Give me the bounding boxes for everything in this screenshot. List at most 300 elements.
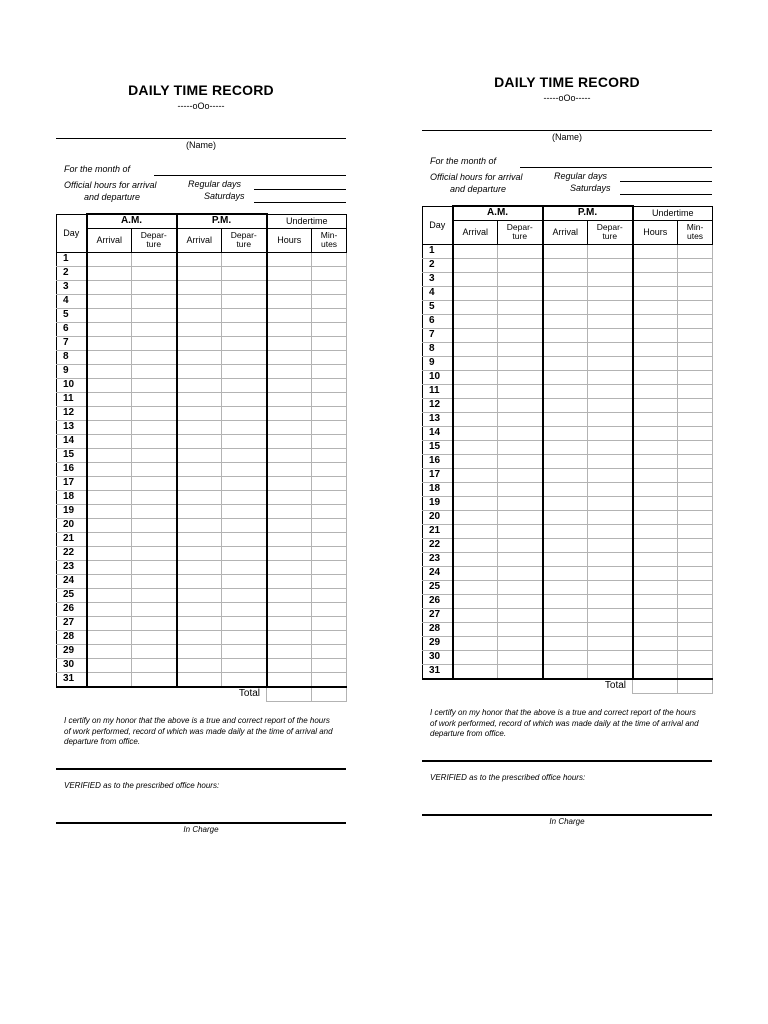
undertime-hours-cell[interactable] — [267, 294, 312, 308]
undertime-minutes-cell[interactable] — [312, 294, 347, 308]
pm-departure-cell[interactable] — [588, 636, 633, 650]
undertime-hours-cell[interactable] — [633, 398, 678, 412]
am-arrival-cell[interactable] — [453, 412, 498, 426]
pm-arrival-cell[interactable] — [177, 364, 222, 378]
am-arrival-cell[interactable] — [453, 356, 498, 370]
pm-departure-cell[interactable] — [588, 272, 633, 286]
am-departure-cell[interactable] — [132, 266, 177, 280]
am-arrival-cell[interactable] — [453, 342, 498, 356]
pm-arrival-cell[interactable] — [543, 510, 588, 524]
pm-arrival-cell[interactable] — [543, 664, 588, 679]
undertime-hours-cell[interactable] — [267, 630, 312, 644]
am-arrival-cell[interactable] — [87, 252, 132, 266]
pm-departure-cell[interactable] — [588, 398, 633, 412]
am-arrival-cell[interactable] — [453, 300, 498, 314]
pm-departure-cell[interactable] — [222, 280, 267, 294]
undertime-hours-cell[interactable] — [267, 490, 312, 504]
am-departure-cell[interactable] — [132, 616, 177, 630]
am-arrival-cell[interactable] — [87, 266, 132, 280]
pm-departure-cell[interactable] — [588, 594, 633, 608]
undertime-minutes-cell[interactable] — [312, 560, 347, 574]
undertime-minutes-cell[interactable] — [678, 636, 713, 650]
undertime-hours-cell[interactable] — [267, 336, 312, 350]
undertime-minutes-cell[interactable] — [312, 546, 347, 560]
am-arrival-cell[interactable] — [453, 314, 498, 328]
undertime-minutes-cell[interactable] — [312, 490, 347, 504]
undertime-minutes-cell[interactable] — [312, 532, 347, 546]
undertime-hours-cell[interactable] — [267, 504, 312, 518]
pm-departure-cell[interactable] — [222, 434, 267, 448]
pm-departure-cell[interactable] — [588, 370, 633, 384]
am-departure-cell[interactable] — [132, 392, 177, 406]
am-arrival-cell[interactable] — [87, 462, 132, 476]
am-departure-cell[interactable] — [498, 454, 543, 468]
undertime-minutes-cell[interactable] — [678, 552, 713, 566]
pm-departure-cell[interactable] — [222, 490, 267, 504]
pm-arrival-cell[interactable] — [543, 328, 588, 342]
undertime-minutes-cell[interactable] — [678, 314, 713, 328]
am-arrival-cell[interactable] — [87, 490, 132, 504]
undertime-hours-cell[interactable] — [633, 664, 678, 679]
am-arrival-cell[interactable] — [453, 664, 498, 679]
undertime-minutes-cell[interactable] — [678, 342, 713, 356]
pm-departure-cell[interactable] — [222, 532, 267, 546]
pm-arrival-cell[interactable] — [177, 266, 222, 280]
pm-arrival-cell[interactable] — [177, 336, 222, 350]
undertime-hours-cell[interactable] — [633, 650, 678, 664]
am-departure-cell[interactable] — [498, 496, 543, 510]
am-arrival-cell[interactable] — [453, 426, 498, 440]
am-departure-cell[interactable] — [498, 258, 543, 272]
undertime-hours-cell[interactable] — [633, 342, 678, 356]
am-arrival-cell[interactable] — [453, 538, 498, 552]
am-departure-cell[interactable] — [498, 622, 543, 636]
am-departure-cell[interactable] — [132, 588, 177, 602]
pm-departure-cell[interactable] — [222, 322, 267, 336]
am-arrival-cell[interactable] — [87, 350, 132, 364]
am-departure-cell[interactable] — [498, 580, 543, 594]
pm-arrival-cell[interactable] — [177, 518, 222, 532]
undertime-minutes-cell[interactable] — [312, 420, 347, 434]
pm-departure-cell[interactable] — [222, 350, 267, 364]
am-arrival-cell[interactable] — [87, 644, 132, 658]
pm-departure-cell[interactable] — [588, 538, 633, 552]
undertime-hours-cell[interactable] — [633, 622, 678, 636]
name-line[interactable] — [422, 130, 712, 131]
am-departure-cell[interactable] — [498, 272, 543, 286]
pm-arrival-cell[interactable] — [177, 546, 222, 560]
am-arrival-cell[interactable] — [453, 622, 498, 636]
pm-departure-cell[interactable] — [588, 608, 633, 622]
am-departure-cell[interactable] — [132, 630, 177, 644]
undertime-hours-cell[interactable] — [267, 308, 312, 322]
pm-arrival-cell[interactable] — [543, 622, 588, 636]
am-arrival-cell[interactable] — [453, 468, 498, 482]
undertime-hours-cell[interactable] — [267, 546, 312, 560]
pm-arrival-cell[interactable] — [177, 350, 222, 364]
am-departure-cell[interactable] — [132, 294, 177, 308]
undertime-hours-cell[interactable] — [633, 538, 678, 552]
pm-departure-cell[interactable] — [588, 328, 633, 342]
pm-departure-cell[interactable] — [222, 574, 267, 588]
am-arrival-cell[interactable] — [87, 574, 132, 588]
pm-departure-cell[interactable] — [588, 482, 633, 496]
am-departure-cell[interactable] — [132, 378, 177, 392]
month-field[interactable] — [520, 167, 712, 168]
pm-departure-cell[interactable] — [222, 448, 267, 462]
undertime-minutes-cell[interactable] — [312, 406, 347, 420]
pm-departure-cell[interactable] — [222, 588, 267, 602]
undertime-minutes-cell[interactable] — [312, 462, 347, 476]
pm-departure-cell[interactable] — [222, 252, 267, 266]
pm-departure-cell[interactable] — [588, 286, 633, 300]
am-departure-cell[interactable] — [498, 524, 543, 538]
pm-departure-cell[interactable] — [588, 384, 633, 398]
undertime-hours-cell[interactable] — [267, 252, 312, 266]
in-charge-line[interactable] — [56, 822, 346, 824]
am-arrival-cell[interactable] — [453, 482, 498, 496]
undertime-minutes-cell[interactable] — [678, 580, 713, 594]
pm-arrival-cell[interactable] — [177, 252, 222, 266]
pm-arrival-cell[interactable] — [177, 322, 222, 336]
am-departure-cell[interactable] — [132, 406, 177, 420]
undertime-hours-cell[interactable] — [633, 524, 678, 538]
am-arrival-cell[interactable] — [87, 532, 132, 546]
regular-days-field[interactable] — [254, 189, 346, 190]
pm-departure-cell[interactable] — [588, 496, 633, 510]
am-arrival-cell[interactable] — [87, 406, 132, 420]
pm-arrival-cell[interactable] — [177, 616, 222, 630]
undertime-minutes-cell[interactable] — [678, 426, 713, 440]
am-departure-cell[interactable] — [132, 560, 177, 574]
undertime-hours-cell[interactable] — [633, 258, 678, 272]
am-arrival-cell[interactable] — [87, 518, 132, 532]
undertime-hours-cell[interactable] — [267, 420, 312, 434]
am-arrival-cell[interactable] — [453, 286, 498, 300]
pm-departure-cell[interactable] — [588, 622, 633, 636]
signature-line[interactable] — [56, 768, 346, 770]
am-arrival-cell[interactable] — [87, 658, 132, 672]
pm-arrival-cell[interactable] — [177, 504, 222, 518]
am-arrival-cell[interactable] — [453, 244, 498, 258]
undertime-hours-cell[interactable] — [633, 384, 678, 398]
am-arrival-cell[interactable] — [453, 650, 498, 664]
am-arrival-cell[interactable] — [453, 636, 498, 650]
undertime-minutes-cell[interactable] — [312, 588, 347, 602]
undertime-minutes-cell[interactable] — [678, 412, 713, 426]
pm-arrival-cell[interactable] — [543, 580, 588, 594]
undertime-minutes-cell[interactable] — [678, 440, 713, 454]
pm-arrival-cell[interactable] — [543, 244, 588, 258]
undertime-hours-cell[interactable] — [633, 426, 678, 440]
undertime-minutes-cell[interactable] — [312, 644, 347, 658]
pm-departure-cell[interactable] — [222, 462, 267, 476]
am-departure-cell[interactable] — [498, 636, 543, 650]
undertime-minutes-cell[interactable] — [312, 448, 347, 462]
undertime-minutes-cell[interactable] — [678, 398, 713, 412]
am-arrival-cell[interactable] — [453, 398, 498, 412]
undertime-hours-cell[interactable] — [267, 280, 312, 294]
am-departure-cell[interactable] — [498, 440, 543, 454]
undertime-minutes-cell[interactable] — [312, 322, 347, 336]
undertime-hours-cell[interactable] — [267, 644, 312, 658]
am-departure-cell[interactable] — [498, 398, 543, 412]
undertime-minutes-cell[interactable] — [678, 524, 713, 538]
total-hours-cell[interactable] — [267, 687, 312, 702]
pm-arrival-cell[interactable] — [177, 630, 222, 644]
pm-arrival-cell[interactable] — [177, 490, 222, 504]
undertime-minutes-cell[interactable] — [678, 482, 713, 496]
pm-departure-cell[interactable] — [588, 426, 633, 440]
pm-arrival-cell[interactable] — [177, 420, 222, 434]
pm-departure-cell[interactable] — [588, 510, 633, 524]
pm-departure-cell[interactable] — [222, 378, 267, 392]
undertime-hours-cell[interactable] — [633, 300, 678, 314]
am-departure-cell[interactable] — [132, 252, 177, 266]
undertime-hours-cell[interactable] — [633, 454, 678, 468]
am-departure-cell[interactable] — [132, 672, 177, 687]
am-departure-cell[interactable] — [498, 328, 543, 342]
pm-departure-cell[interactable] — [588, 314, 633, 328]
undertime-minutes-cell[interactable] — [678, 370, 713, 384]
am-arrival-cell[interactable] — [87, 294, 132, 308]
pm-departure-cell[interactable] — [588, 650, 633, 664]
undertime-hours-cell[interactable] — [633, 468, 678, 482]
pm-departure-cell[interactable] — [588, 258, 633, 272]
pm-arrival-cell[interactable] — [543, 356, 588, 370]
undertime-hours-cell[interactable] — [633, 314, 678, 328]
undertime-minutes-cell[interactable] — [678, 608, 713, 622]
am-arrival-cell[interactable] — [87, 448, 132, 462]
undertime-minutes-cell[interactable] — [312, 434, 347, 448]
am-departure-cell[interactable] — [498, 552, 543, 566]
pm-departure-cell[interactable] — [588, 244, 633, 258]
am-departure-cell[interactable] — [498, 566, 543, 580]
am-arrival-cell[interactable] — [453, 524, 498, 538]
am-arrival-cell[interactable] — [453, 510, 498, 524]
pm-arrival-cell[interactable] — [543, 594, 588, 608]
am-arrival-cell[interactable] — [87, 378, 132, 392]
am-arrival-cell[interactable] — [453, 552, 498, 566]
am-departure-cell[interactable] — [132, 644, 177, 658]
am-departure-cell[interactable] — [132, 658, 177, 672]
pm-departure-cell[interactable] — [588, 412, 633, 426]
pm-arrival-cell[interactable] — [543, 426, 588, 440]
am-departure-cell[interactable] — [132, 448, 177, 462]
undertime-minutes-cell[interactable] — [312, 350, 347, 364]
undertime-hours-cell[interactable] — [267, 392, 312, 406]
undertime-minutes-cell[interactable] — [678, 496, 713, 510]
undertime-hours-cell[interactable] — [633, 440, 678, 454]
undertime-hours-cell[interactable] — [267, 672, 312, 687]
am-arrival-cell[interactable] — [453, 454, 498, 468]
am-departure-cell[interactable] — [498, 244, 543, 258]
pm-arrival-cell[interactable] — [543, 524, 588, 538]
undertime-minutes-cell[interactable] — [678, 258, 713, 272]
undertime-minutes-cell[interactable] — [312, 616, 347, 630]
pm-arrival-cell[interactable] — [543, 398, 588, 412]
am-arrival-cell[interactable] — [87, 560, 132, 574]
am-departure-cell[interactable] — [132, 504, 177, 518]
undertime-hours-cell[interactable] — [633, 412, 678, 426]
pm-departure-cell[interactable] — [588, 342, 633, 356]
pm-departure-cell[interactable] — [588, 440, 633, 454]
am-departure-cell[interactable] — [498, 300, 543, 314]
regular-days-field[interactable] — [620, 181, 712, 182]
pm-departure-cell[interactable] — [222, 294, 267, 308]
am-departure-cell[interactable] — [132, 476, 177, 490]
am-departure-cell[interactable] — [132, 420, 177, 434]
undertime-hours-cell[interactable] — [267, 350, 312, 364]
undertime-hours-cell[interactable] — [267, 434, 312, 448]
am-arrival-cell[interactable] — [87, 420, 132, 434]
am-arrival-cell[interactable] — [453, 608, 498, 622]
pm-arrival-cell[interactable] — [177, 434, 222, 448]
pm-arrival-cell[interactable] — [177, 392, 222, 406]
am-departure-cell[interactable] — [132, 322, 177, 336]
am-departure-cell[interactable] — [498, 482, 543, 496]
am-departure-cell[interactable] — [132, 350, 177, 364]
pm-arrival-cell[interactable] — [543, 412, 588, 426]
pm-departure-cell[interactable] — [588, 664, 633, 679]
undertime-hours-cell[interactable] — [633, 328, 678, 342]
am-arrival-cell[interactable] — [453, 272, 498, 286]
pm-arrival-cell[interactable] — [177, 532, 222, 546]
pm-departure-cell[interactable] — [588, 566, 633, 580]
pm-arrival-cell[interactable] — [543, 454, 588, 468]
undertime-hours-cell[interactable] — [267, 588, 312, 602]
pm-arrival-cell[interactable] — [543, 342, 588, 356]
am-arrival-cell[interactable] — [87, 308, 132, 322]
am-departure-cell[interactable] — [498, 370, 543, 384]
am-arrival-cell[interactable] — [87, 504, 132, 518]
pm-departure-cell[interactable] — [222, 616, 267, 630]
pm-departure-cell[interactable] — [222, 364, 267, 378]
pm-arrival-cell[interactable] — [177, 560, 222, 574]
am-arrival-cell[interactable] — [453, 440, 498, 454]
pm-departure-cell[interactable] — [588, 454, 633, 468]
undertime-hours-cell[interactable] — [267, 574, 312, 588]
undertime-hours-cell[interactable] — [633, 566, 678, 580]
undertime-minutes-cell[interactable] — [312, 280, 347, 294]
undertime-hours-cell[interactable] — [267, 532, 312, 546]
undertime-hours-cell[interactable] — [633, 580, 678, 594]
pm-arrival-cell[interactable] — [543, 370, 588, 384]
saturdays-field[interactable] — [254, 202, 346, 203]
am-departure-cell[interactable] — [498, 412, 543, 426]
undertime-minutes-cell[interactable] — [312, 336, 347, 350]
undertime-hours-cell[interactable] — [633, 636, 678, 650]
undertime-minutes-cell[interactable] — [312, 658, 347, 672]
undertime-minutes-cell[interactable] — [678, 468, 713, 482]
pm-arrival-cell[interactable] — [177, 406, 222, 420]
pm-departure-cell[interactable] — [222, 476, 267, 490]
undertime-minutes-cell[interactable] — [312, 308, 347, 322]
pm-departure-cell[interactable] — [222, 518, 267, 532]
undertime-hours-cell[interactable] — [633, 496, 678, 510]
am-departure-cell[interactable] — [132, 518, 177, 532]
undertime-minutes-cell[interactable] — [312, 378, 347, 392]
pm-arrival-cell[interactable] — [177, 448, 222, 462]
pm-arrival-cell[interactable] — [177, 602, 222, 616]
undertime-minutes-cell[interactable] — [678, 510, 713, 524]
total-minutes-cell[interactable] — [678, 679, 713, 694]
pm-arrival-cell[interactable] — [543, 272, 588, 286]
undertime-minutes-cell[interactable] — [312, 672, 347, 687]
undertime-minutes-cell[interactable] — [312, 602, 347, 616]
undertime-minutes-cell[interactable] — [678, 328, 713, 342]
am-arrival-cell[interactable] — [87, 546, 132, 560]
undertime-minutes-cell[interactable] — [678, 650, 713, 664]
am-arrival-cell[interactable] — [453, 370, 498, 384]
am-departure-cell[interactable] — [132, 462, 177, 476]
pm-departure-cell[interactable] — [222, 672, 267, 687]
am-departure-cell[interactable] — [498, 384, 543, 398]
pm-arrival-cell[interactable] — [177, 574, 222, 588]
pm-arrival-cell[interactable] — [543, 496, 588, 510]
undertime-minutes-cell[interactable] — [678, 384, 713, 398]
undertime-hours-cell[interactable] — [633, 608, 678, 622]
pm-departure-cell[interactable] — [588, 580, 633, 594]
am-departure-cell[interactable] — [498, 286, 543, 300]
am-departure-cell[interactable] — [132, 574, 177, 588]
pm-arrival-cell[interactable] — [177, 308, 222, 322]
pm-departure-cell[interactable] — [222, 266, 267, 280]
pm-arrival-cell[interactable] — [543, 552, 588, 566]
undertime-minutes-cell[interactable] — [312, 364, 347, 378]
am-arrival-cell[interactable] — [453, 566, 498, 580]
am-arrival-cell[interactable] — [87, 630, 132, 644]
pm-departure-cell[interactable] — [222, 658, 267, 672]
am-departure-cell[interactable] — [132, 280, 177, 294]
am-departure-cell[interactable] — [498, 510, 543, 524]
undertime-minutes-cell[interactable] — [678, 300, 713, 314]
am-arrival-cell[interactable] — [87, 602, 132, 616]
pm-arrival-cell[interactable] — [543, 384, 588, 398]
pm-arrival-cell[interactable] — [543, 468, 588, 482]
pm-departure-cell[interactable] — [588, 552, 633, 566]
undertime-minutes-cell[interactable] — [678, 538, 713, 552]
pm-arrival-cell[interactable] — [177, 476, 222, 490]
undertime-hours-cell[interactable] — [267, 616, 312, 630]
pm-arrival-cell[interactable] — [543, 286, 588, 300]
pm-arrival-cell[interactable] — [177, 280, 222, 294]
am-arrival-cell[interactable] — [453, 328, 498, 342]
am-arrival-cell[interactable] — [87, 280, 132, 294]
pm-arrival-cell[interactable] — [543, 566, 588, 580]
pm-departure-cell[interactable] — [222, 602, 267, 616]
pm-arrival-cell[interactable] — [543, 538, 588, 552]
am-arrival-cell[interactable] — [87, 588, 132, 602]
pm-arrival-cell[interactable] — [543, 608, 588, 622]
pm-departure-cell[interactable] — [588, 356, 633, 370]
undertime-minutes-cell[interactable] — [678, 566, 713, 580]
pm-arrival-cell[interactable] — [543, 258, 588, 272]
undertime-hours-cell[interactable] — [267, 560, 312, 574]
am-arrival-cell[interactable] — [87, 322, 132, 336]
undertime-minutes-cell[interactable] — [312, 392, 347, 406]
am-arrival-cell[interactable] — [87, 672, 132, 687]
undertime-hours-cell[interactable] — [267, 322, 312, 336]
undertime-minutes-cell[interactable] — [678, 664, 713, 679]
undertime-minutes-cell[interactable] — [678, 594, 713, 608]
pm-arrival-cell[interactable] — [177, 658, 222, 672]
undertime-hours-cell[interactable] — [267, 448, 312, 462]
undertime-hours-cell[interactable] — [267, 364, 312, 378]
pm-departure-cell[interactable] — [222, 392, 267, 406]
am-departure-cell[interactable] — [132, 532, 177, 546]
undertime-hours-cell[interactable] — [633, 482, 678, 496]
